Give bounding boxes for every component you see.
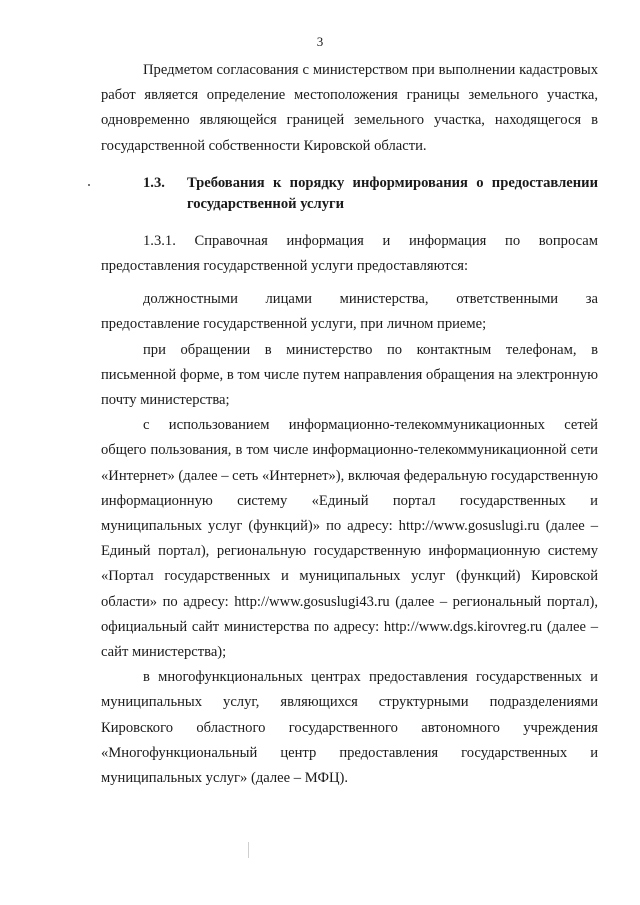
section-heading <box>101 173 598 215</box>
intro-paragraph: Предметом согласования с министерством при выполнении кадастровых работ является определение местоположения границы земельного участка, одновременно являющейся границей земельного участка, находящегося в государственной собственности Кировской области. <box>101 62 598 154</box>
page-number: 3 <box>316 34 324 49</box>
list-item: при обращении в министерство по контактным телефонам, в письменной форме, в том числе путем направления обращения на электронную почту министерства; <box>101 341 598 409</box>
scan-artifact-line <box>248 842 249 858</box>
list-item: в многофункциональных центрах предоставления государственных и муниципальных услуг, являющихся структурными подразделениями Кировского областного государственного автономного учреждения «Многофункциональный центр предоставления государственных и муниципальных услуг» (далее – МФЦ). <box>101 669 598 787</box>
subsection-intro: 1.3.1. Справочная информация и информация по вопросам предоставления государственной услуги предоставляются: <box>101 232 598 275</box>
document-body <box>101 58 598 791</box>
section-title: Требования к порядку информирования о предоставлении государственной услуги <box>187 174 598 212</box>
section-number: 1.3. <box>143 174 165 191</box>
list-item: должностными лицами министерства, ответственными за предоставление государственной услуги, при личном приеме; <box>101 291 598 333</box>
list-item: с использованием информационно-телекоммуникационных сетей общего пользования, в том числе информационно-телекоммуникационной сети «Интернет» (далее – сеть «Интернет»), включая федеральную государственную информационную систему «Единый портал государственных и муниципальных услуг (функций)» по адресу: http://www.gosuslugi.ru (далее – Единый портал), региональную государственную информационную систему «Портал государственных и муниципальных услуг (функций) Кировской области» по адресу: http://www.gosuslugi43.ru (далее – региональный портал), официальный сайт министерства по адресу: http://www.dgs.kirovreg.ru (далее – сайт министерства); <box>101 417 598 661</box>
spacer <box>101 279 598 287</box>
scan-artifact-dot <box>88 184 90 186</box>
